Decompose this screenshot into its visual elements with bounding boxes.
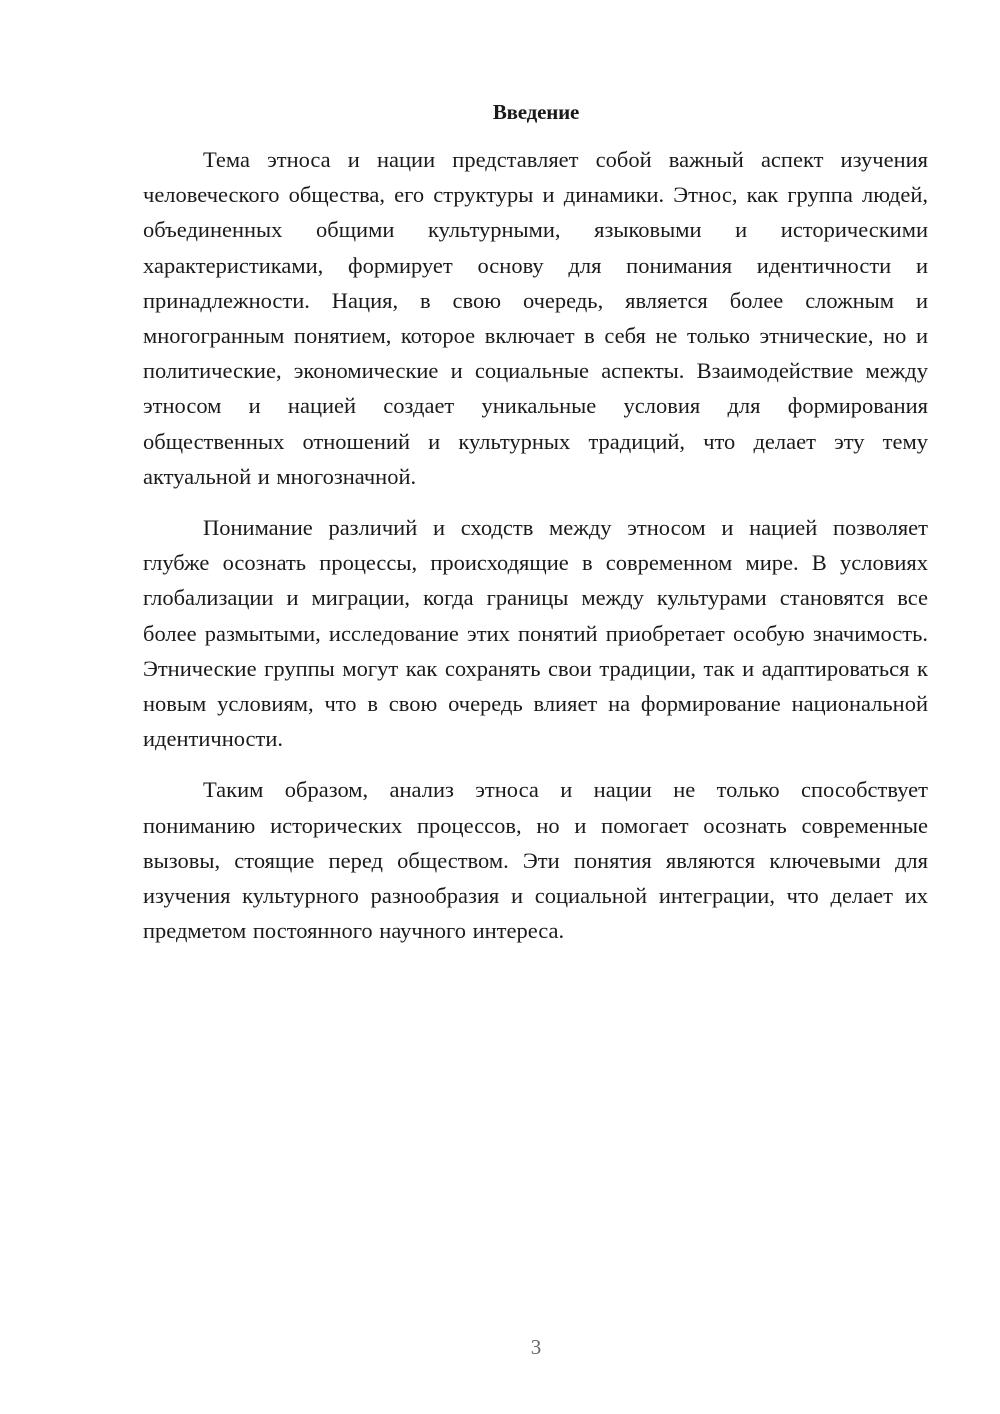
paragraph-2: Понимание различий и сходств между этносом и нацией позволяет глубже осознать процессы, происходящие в современном мире. В условиях глобализации и миграции, когда границы между культурами становятся все более размытыми, исследование этих понятий приобретает особую значимость. Этнические группы могут как сохранять свои традиции, так и адаптироваться к новым условиям, что в свою очередь влияет на формирование национальной идентичности.: [143, 515, 928, 752]
page-number: 3: [530, 1335, 542, 1359]
paragraph-1: Тема этноса и нации представляет собой важный аспект изучения человеческого общества, его структуры и динамики. Этнос, как группа людей, объединенных общими культурными, языковыми и историческими характеристиками, формирует основу для понимания идентичности и принадлежности. Нация, в свою очередь, является более сложным и многогранным понятием, которое включает в себя не только этнические, но и политические, экономические и социальные аспекты. Взаимодействие между этносом и нацией создает уникальные условия для формирования общественных отношений и культурных традиций, что делает эту тему актуальной и многозначной.: [143, 147, 928, 489]
body-text: [143, 142, 928, 948]
section-heading: Введение: [492, 100, 580, 124]
paragraph-3: Таким образом, анализ этноса и нации не только способствует пониманию исторических процессов, но и помогает осознать современные вызовы, стоящие перед обществом. Эти понятия являются ключевыми для изучения культурного разнообразия и социальной интеграции, что делает их предметом постоянного научного интереса.: [143, 777, 928, 944]
